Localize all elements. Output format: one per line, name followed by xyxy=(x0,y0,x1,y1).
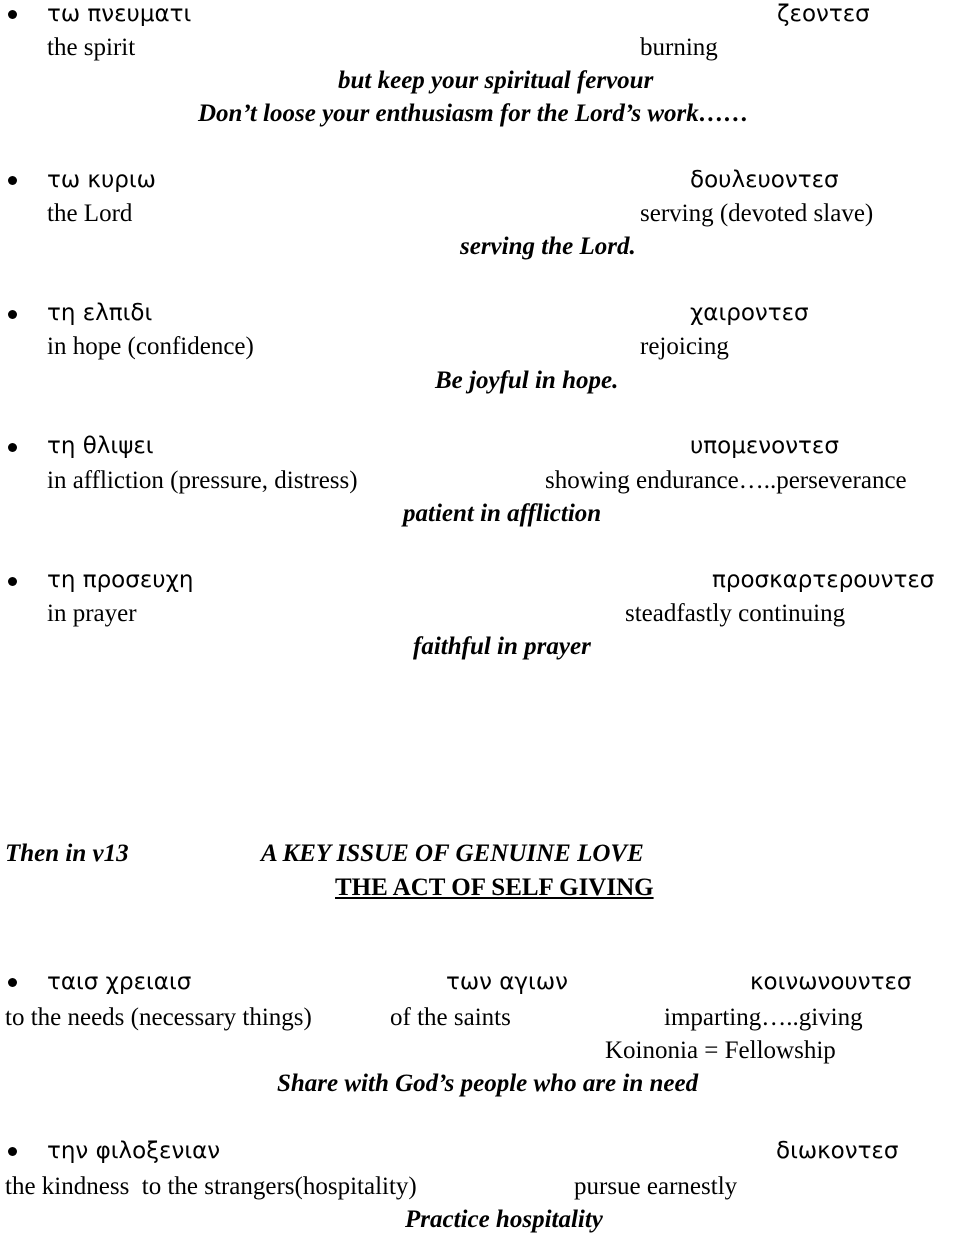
english-phrase: of the saints xyxy=(390,1004,511,1031)
english-phrase: the Lord xyxy=(47,200,133,227)
greek-phrase: την φιλοξενιαν xyxy=(47,1138,221,1164)
greek-verb: προσκαρτερουντεσ xyxy=(712,567,935,593)
english-phrase: to the needs (necessary things) xyxy=(5,1004,312,1031)
english-verb: steadfastly continuing xyxy=(625,600,846,627)
greek-verb: υπομενοντεσ xyxy=(690,433,839,459)
section-subtitle: THE ACT OF SELF GIVING xyxy=(335,874,654,901)
greek-phrase: τη προσευχη xyxy=(47,567,194,593)
bullet-icon xyxy=(8,577,17,586)
greek-verb: κοινωνουντεσ xyxy=(750,969,912,995)
greek-verb: ζεοντεσ xyxy=(777,1,870,27)
bullet-icon xyxy=(8,978,17,987)
english-phrase: the spirit xyxy=(47,34,136,61)
english-verb: showing endurance…..perseverance xyxy=(545,467,907,494)
greek-verb: διωκοντεσ xyxy=(776,1138,899,1164)
translation-line: serving the Lord. xyxy=(460,233,636,260)
greek-phrase: των αγιων xyxy=(446,969,568,995)
greek-verb: χαιροντεσ xyxy=(690,300,809,326)
bullet-icon xyxy=(8,1147,17,1156)
english-verb: pursue earnestly xyxy=(574,1173,738,1200)
greek-phrase: τω πνευματι xyxy=(47,1,192,27)
greek-phrase: τη ελπιδι xyxy=(47,300,153,326)
note-line: Koinonia = Fellowship xyxy=(605,1037,836,1064)
translation-line: Be joyful in hope. xyxy=(435,367,619,394)
english-verb: serving (devoted slave) xyxy=(640,200,874,227)
greek-verb: δουλευοντεσ xyxy=(690,167,839,193)
translation-line: faithful in prayer xyxy=(413,633,591,660)
english-phrase: in affliction (pressure, distress) xyxy=(47,467,358,494)
english-verb: rejoicing xyxy=(640,333,729,360)
english-phrase: in prayer xyxy=(47,600,137,627)
english-verb: imparting…..giving xyxy=(664,1004,863,1031)
bullet-icon xyxy=(8,310,17,319)
translation-line: Practice hospitality xyxy=(405,1206,603,1233)
section-title: A KEY ISSUE OF GENUINE LOVE xyxy=(261,840,644,867)
translation-line: patient in affliction xyxy=(403,500,602,527)
greek-phrase: τη θλιψει xyxy=(47,433,154,459)
bullet-icon xyxy=(8,443,17,452)
english-phrase: the kindness to the strangers(hospitality) xyxy=(5,1173,417,1200)
translation-line: but keep your spiritual fervour xyxy=(338,67,654,94)
english-verb: burning xyxy=(640,34,718,61)
bullet-icon xyxy=(8,10,17,19)
translation-line: Don’t loose your enthusiasm for the Lord’s work…… xyxy=(198,100,749,127)
greek-phrase: ταισ χρειαισ xyxy=(47,969,192,995)
bullet-icon xyxy=(8,176,17,185)
translation-line: Share with God’s people who are in need xyxy=(277,1070,699,1097)
greek-phrase: τω κυριω xyxy=(47,167,156,193)
english-phrase: in hope (confidence) xyxy=(47,333,254,360)
verse-reference: Then in v13 xyxy=(5,840,129,867)
